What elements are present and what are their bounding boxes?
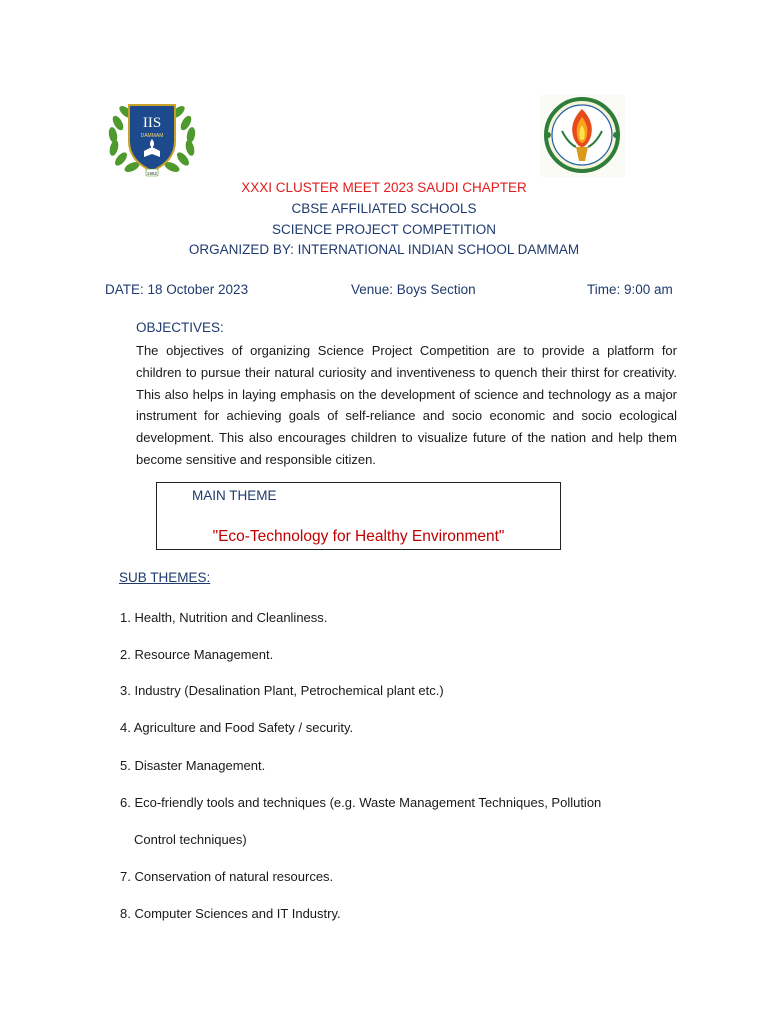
main-theme-box (156, 482, 561, 550)
iis-dammam-logo (104, 93, 200, 178)
logo-year: 1982 (146, 171, 158, 176)
event-venue: Venue: Boys Section (351, 282, 476, 297)
event-time: Time: 9:00 am (587, 282, 673, 297)
logo-subtext: DAMMAM (140, 133, 164, 139)
organizer-line (0, 242, 768, 257)
main-theme-text: "Eco-Technology for Healthy Environment" (212, 528, 505, 545)
cluster-meet-logo (540, 95, 625, 177)
logo-initials: IIS (142, 115, 162, 131)
affiliation-line: CBSE AFFILIATED SCHOOLS (291, 201, 477, 216)
sub-theme-item-continuation: Control techniques) (134, 832, 247, 847)
sub-theme-item: 3. Industry (Desalination Plant, Petrochemical plant etc.) (120, 683, 444, 698)
event-title: XXXI CLUSTER MEET 2023 SAUDI CHAPTER (241, 180, 527, 195)
sub-theme-item: 1. Health, Nutrition and Cleanliness. (120, 610, 328, 625)
objectives-paragraph: The objectives of organizing Science Project Competition are to provide a platform for children to pursue their natural curiosity and inventiveness to quench their thirst for creativity. This also helps in laying emphasis on the development of science and technology as a major instrument for achieving goals of self-reliance and socio economic and socio ecological development. This also encourages children to visualize future of the nation and help them become sensitive and responsible citizen. (136, 343, 677, 467)
objectives-heading: OBJECTIVES: (136, 320, 224, 335)
sub-theme-item: 6. Eco-friendly tools and techniques (e.g. Waste Management Techniques, Pollution (120, 795, 602, 810)
organizer-label: ORGANIZED BY: (188, 242, 298, 257)
sub-theme-item: 7. Conservation of natural resources. (120, 869, 334, 884)
main-theme-label: MAIN THEME (192, 488, 277, 503)
competition-title: SCIENCE PROJECT COMPETITION (271, 222, 497, 237)
sub-theme-item: 2. Resource Management. (120, 647, 274, 662)
sub-theme-item: 8. Computer Sciences and IT Industry. (120, 906, 341, 921)
sub-theme-item: 5. Disaster Management. (120, 758, 266, 773)
sub-themes-heading: SUB THEMES: (119, 570, 211, 585)
event-date: DATE: 18 October 2023 (105, 282, 249, 297)
sub-theme-item: 4. Agriculture and Food Safety / security. (120, 720, 354, 735)
organizer-name: INTERNATIONAL INDIAN SCHOOL DAMMAM (297, 242, 580, 257)
